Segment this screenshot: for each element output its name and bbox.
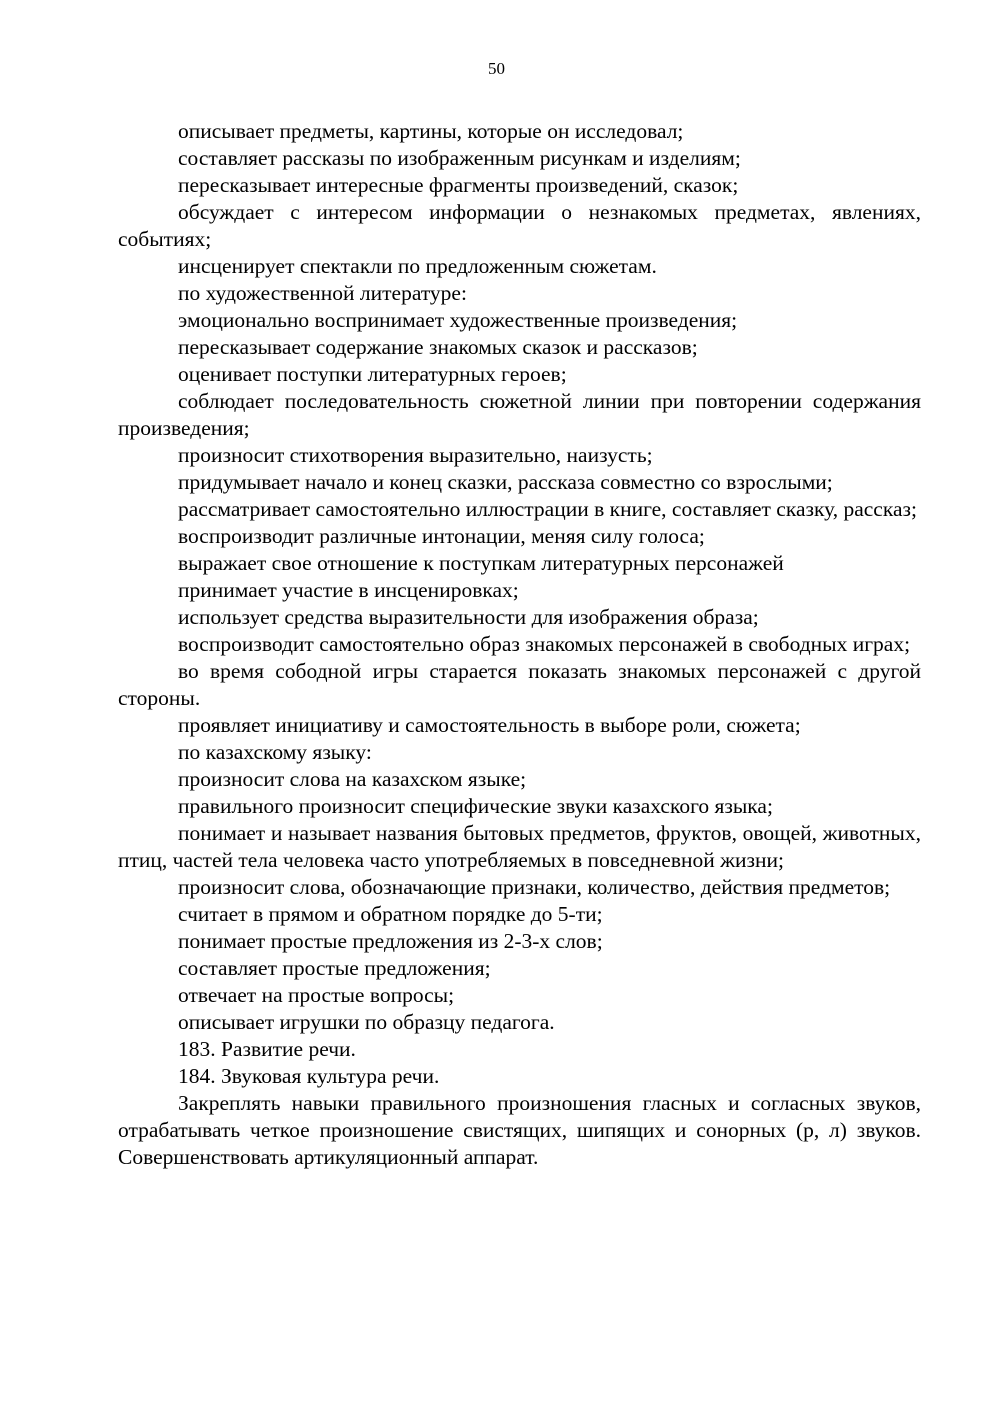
paragraph: воспроизводит самостоятельно образ знакомых персонажей в свободных играх; bbox=[178, 632, 911, 656]
paragraph: пересказывает содержание знакомых сказок и рассказов; bbox=[178, 335, 698, 359]
paragraph: проявляет инициативу и самостоятельность в выборе роли, сюжета; bbox=[178, 713, 801, 737]
paragraph: соблюдает последовательность сюжетной линии при повторении содержания произведения; bbox=[118, 389, 921, 440]
paragraph: Закреплять навыки правильного произношения гласных и согласных звуков, отрабатывать четкое произношение свистящих, шипящих и сонорных (р, л) звуков. Совершенствовать артикуляционный аппарат. bbox=[118, 1091, 921, 1169]
paragraph: составляет рассказы по изображенным рисункам и изделиям; bbox=[178, 146, 741, 170]
paragraph: рассматривает самостоятельно иллюстрации в книге, составляет сказку, рассказ; bbox=[178, 497, 917, 521]
paragraph: во время сободной игры старается показать знакомых персонажей с другой стороны. bbox=[118, 659, 921, 710]
section-heading: 184. Звуковая культура речи. bbox=[178, 1064, 440, 1088]
paragraph: понимает простые предложения из 2-3-х слов; bbox=[178, 929, 603, 953]
paragraph: придумывает начало и конец сказки, рассказа совместно со взрослыми; bbox=[178, 470, 833, 494]
paragraph: инсценирует спектакли по предложенным сюжетам. bbox=[178, 254, 657, 278]
section-heading: 183. Развитие речи. bbox=[178, 1037, 356, 1061]
body-text bbox=[118, 118, 921, 1171]
paragraph: произносит слова, обозначающие признаки, количество, действия предметов; bbox=[178, 875, 891, 899]
paragraph: выражает свое отношение к поступкам литературных персонажей bbox=[178, 551, 784, 575]
paragraph: принимает участие в инсценировках; bbox=[178, 578, 519, 602]
paragraph: воспроизводит различные интонации, меняя силу голоса; bbox=[178, 524, 705, 548]
paragraph: считает в прямом и обратном порядке до 5-ти; bbox=[178, 902, 603, 926]
paragraph: по художественной литературе: bbox=[178, 281, 467, 305]
paragraph: описывает игрушки по образцу педагога. bbox=[178, 1010, 555, 1034]
paragraph: составляет простые предложения; bbox=[178, 956, 491, 980]
page-number: 50 bbox=[488, 59, 505, 78]
paragraph: отвечает на простые вопросы; bbox=[178, 983, 455, 1007]
paragraph: эмоционально воспринимает художественные произведения; bbox=[178, 308, 738, 332]
paragraph: произносит слова на казахском языке; bbox=[178, 767, 527, 791]
paragraph: по казахскому языку: bbox=[178, 740, 372, 764]
paragraph: описывает предметы, картины, которые он исследовал; bbox=[178, 119, 684, 143]
paragraph: использует средства выразительности для изображения образа; bbox=[178, 605, 759, 629]
paragraph: понимает и называет названия бытовых предметов, фруктов, овощей, животных, птиц, частей тела человека часто употребляемых в повседневной жизни; bbox=[118, 821, 921, 872]
paragraph: правильного произносит специфические звуки казахского языка; bbox=[178, 794, 773, 818]
paragraph: пересказывает интересные фрагменты произведений, сказок; bbox=[178, 173, 739, 197]
paragraph: произносит стихотворения выразительно, наизусть; bbox=[178, 443, 653, 467]
paragraph: оценивает поступки литературных героев; bbox=[178, 362, 567, 386]
paragraph: обсуждает с интересом информации о незнакомых предметах, явлениях, событиях; bbox=[118, 200, 921, 251]
